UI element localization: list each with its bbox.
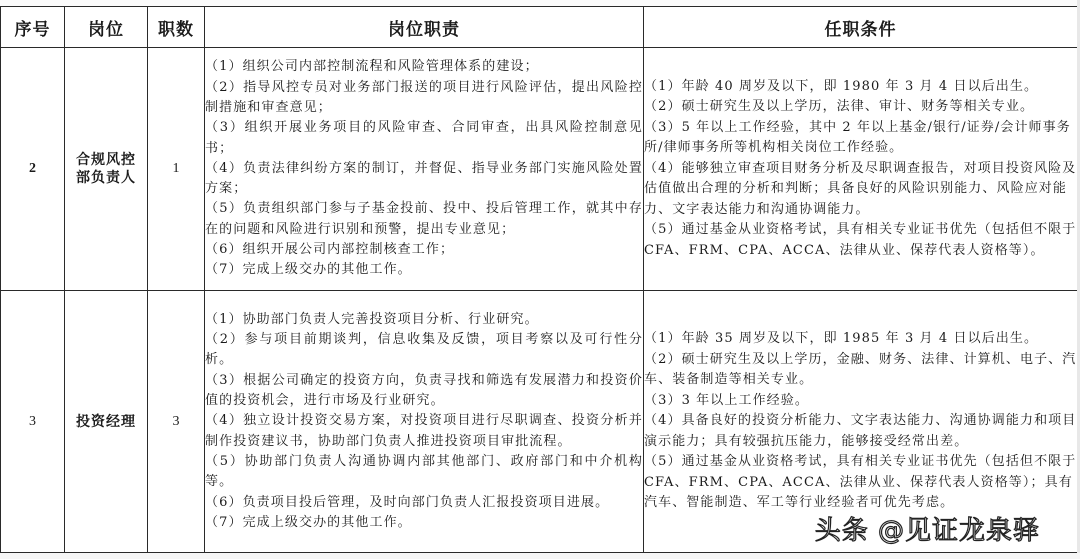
header-requirements: 任职条件 bbox=[644, 7, 1078, 48]
requirement-item: （5）通过基金从业资格考试，具有相关专业证书优先（包括但不限于 CFA、FRM、CPA、ACCA、法律从业、保荐代表人资格等）。 bbox=[644, 222, 1077, 258]
row-duties bbox=[205, 48, 644, 291]
requirement-item: （3）5 年以上工作经验，其中 2 年以上基金/银行/证券/会计师事务所/律师事务所等机构相关岗位工作经验。 bbox=[644, 119, 1071, 156]
duty-item: （4）独立设计投资交易方案，对投资项目进行尽职调查、投资分析并制作投资建议书，协助部门负责人推进投资项目审批流程。 bbox=[205, 413, 643, 449]
duty-item: （7）完成上级交办的其他工作。 bbox=[205, 514, 412, 530]
requirement-item: （5）通过基金从业资格考试，具有相关专业证书优先（包括但不限于 CFA、FRM、CPA、ACCA、法律从业、保荐代表人资格等）；具有汽车、智能制造、军工等行业经验者可优先考虑。 bbox=[644, 454, 1077, 511]
page-bottom-edge bbox=[0, 553, 1080, 559]
duty-item: （3）根据公司确定的投资方向，负责寻找和筛选有发展潜力和投资价值的投资机会，进行市场及行业研究。 bbox=[205, 372, 643, 409]
row-position bbox=[65, 48, 148, 291]
header-no: 序号 bbox=[1, 7, 65, 48]
header-duties: 岗位职责 bbox=[205, 7, 644, 48]
requirement-item: （4）能够独立审查项目财务分析及尽职调查报告，对项目投资风险及估值做出合理的分析和判断；具备良好的风险识别能力、风险应对能力、文字表达能力和沟通协调能力。 bbox=[644, 160, 1077, 217]
requirement-item: （3）3 年以上工作经验。 bbox=[644, 392, 809, 408]
row-count: 3 bbox=[148, 291, 205, 553]
duty-item: （1）组织公司内部控制流程和风险管理体系的建设； bbox=[205, 59, 539, 75]
header-count: 职数 bbox=[148, 7, 205, 48]
requirement-item: （2）硕士研究生及以上学历，金融、财务、法律、计算机、电子、汽车、装备制造等相关专业。 bbox=[644, 351, 1077, 388]
duty-item: （2）指导风控专员对业务部门报送的项目进行风险评估，提出风险控制措施和审查意见； bbox=[205, 79, 643, 115]
duty-item: （5）协助部门负责人沟通协调内部其他部门、政府部门和中介机构等。 bbox=[205, 453, 643, 490]
row-duties bbox=[205, 291, 644, 553]
duty-item: （5）负责组织部门参与子基金投前、投中、投后管理工作，就其中存在的问题和风险进行识别和预警，提出专业意见； bbox=[205, 201, 643, 237]
position-line: 合规风控 bbox=[76, 152, 136, 168]
row-requirements bbox=[644, 48, 1078, 291]
duty-item: （3）组织开展业务项目的风险审查、合同审查，出具风险控制意见书； bbox=[205, 120, 643, 156]
header-position: 岗位 bbox=[65, 7, 148, 48]
position-line: 投资经理 bbox=[76, 413, 136, 430]
job-positions-table bbox=[0, 6, 1078, 553]
table-header-row bbox=[1, 7, 1078, 48]
duty-item: （4）负责法律纠纷方案的制订，并督促、指导业务部门实施风险处置方案； bbox=[205, 160, 643, 197]
watermark: 头条 @见证龙泉驿 bbox=[814, 516, 1040, 546]
duty-item: （1）协助部门负责人完善投资项目分析、行业研究。 bbox=[205, 311, 539, 327]
row-no: 3 bbox=[1, 291, 65, 553]
row-position bbox=[65, 291, 148, 553]
requirement-item: （4）具备良好的投资分析能力、文字表达能力、沟通协调能力和项目演示能力；具有较强抗压能力，能够接受经常出差。 bbox=[644, 413, 1077, 449]
duty-item: （6）组织开展公司内部控制核查工作； bbox=[205, 242, 455, 258]
table-row bbox=[1, 48, 1078, 291]
requirement-item: （2）硕士研究生及以上学历，法律、审计、财务等相关专业。 bbox=[644, 99, 1035, 115]
requirement-item: （1）年龄 40 周岁及以下，即 1980 年 3 月 4 日以后出生。 bbox=[644, 78, 1039, 94]
position-line: 部负责人 bbox=[76, 170, 136, 186]
requirement-item: （1）年龄 35 周岁及以下，即 1985 年 3 月 4 日以后出生。 bbox=[644, 331, 1039, 347]
row-count: 1 bbox=[148, 48, 205, 291]
row-no: 2 bbox=[1, 48, 65, 291]
duty-item: （7）完成上级交办的其他工作。 bbox=[205, 262, 412, 278]
duty-item: （6）负责项目投后管理，及时向部门负责人汇报投资项目进展。 bbox=[205, 494, 610, 510]
duty-item: （2）参与项目前期谈判，信息收集及反馈，项目考察以及可行性分析。 bbox=[205, 332, 643, 368]
